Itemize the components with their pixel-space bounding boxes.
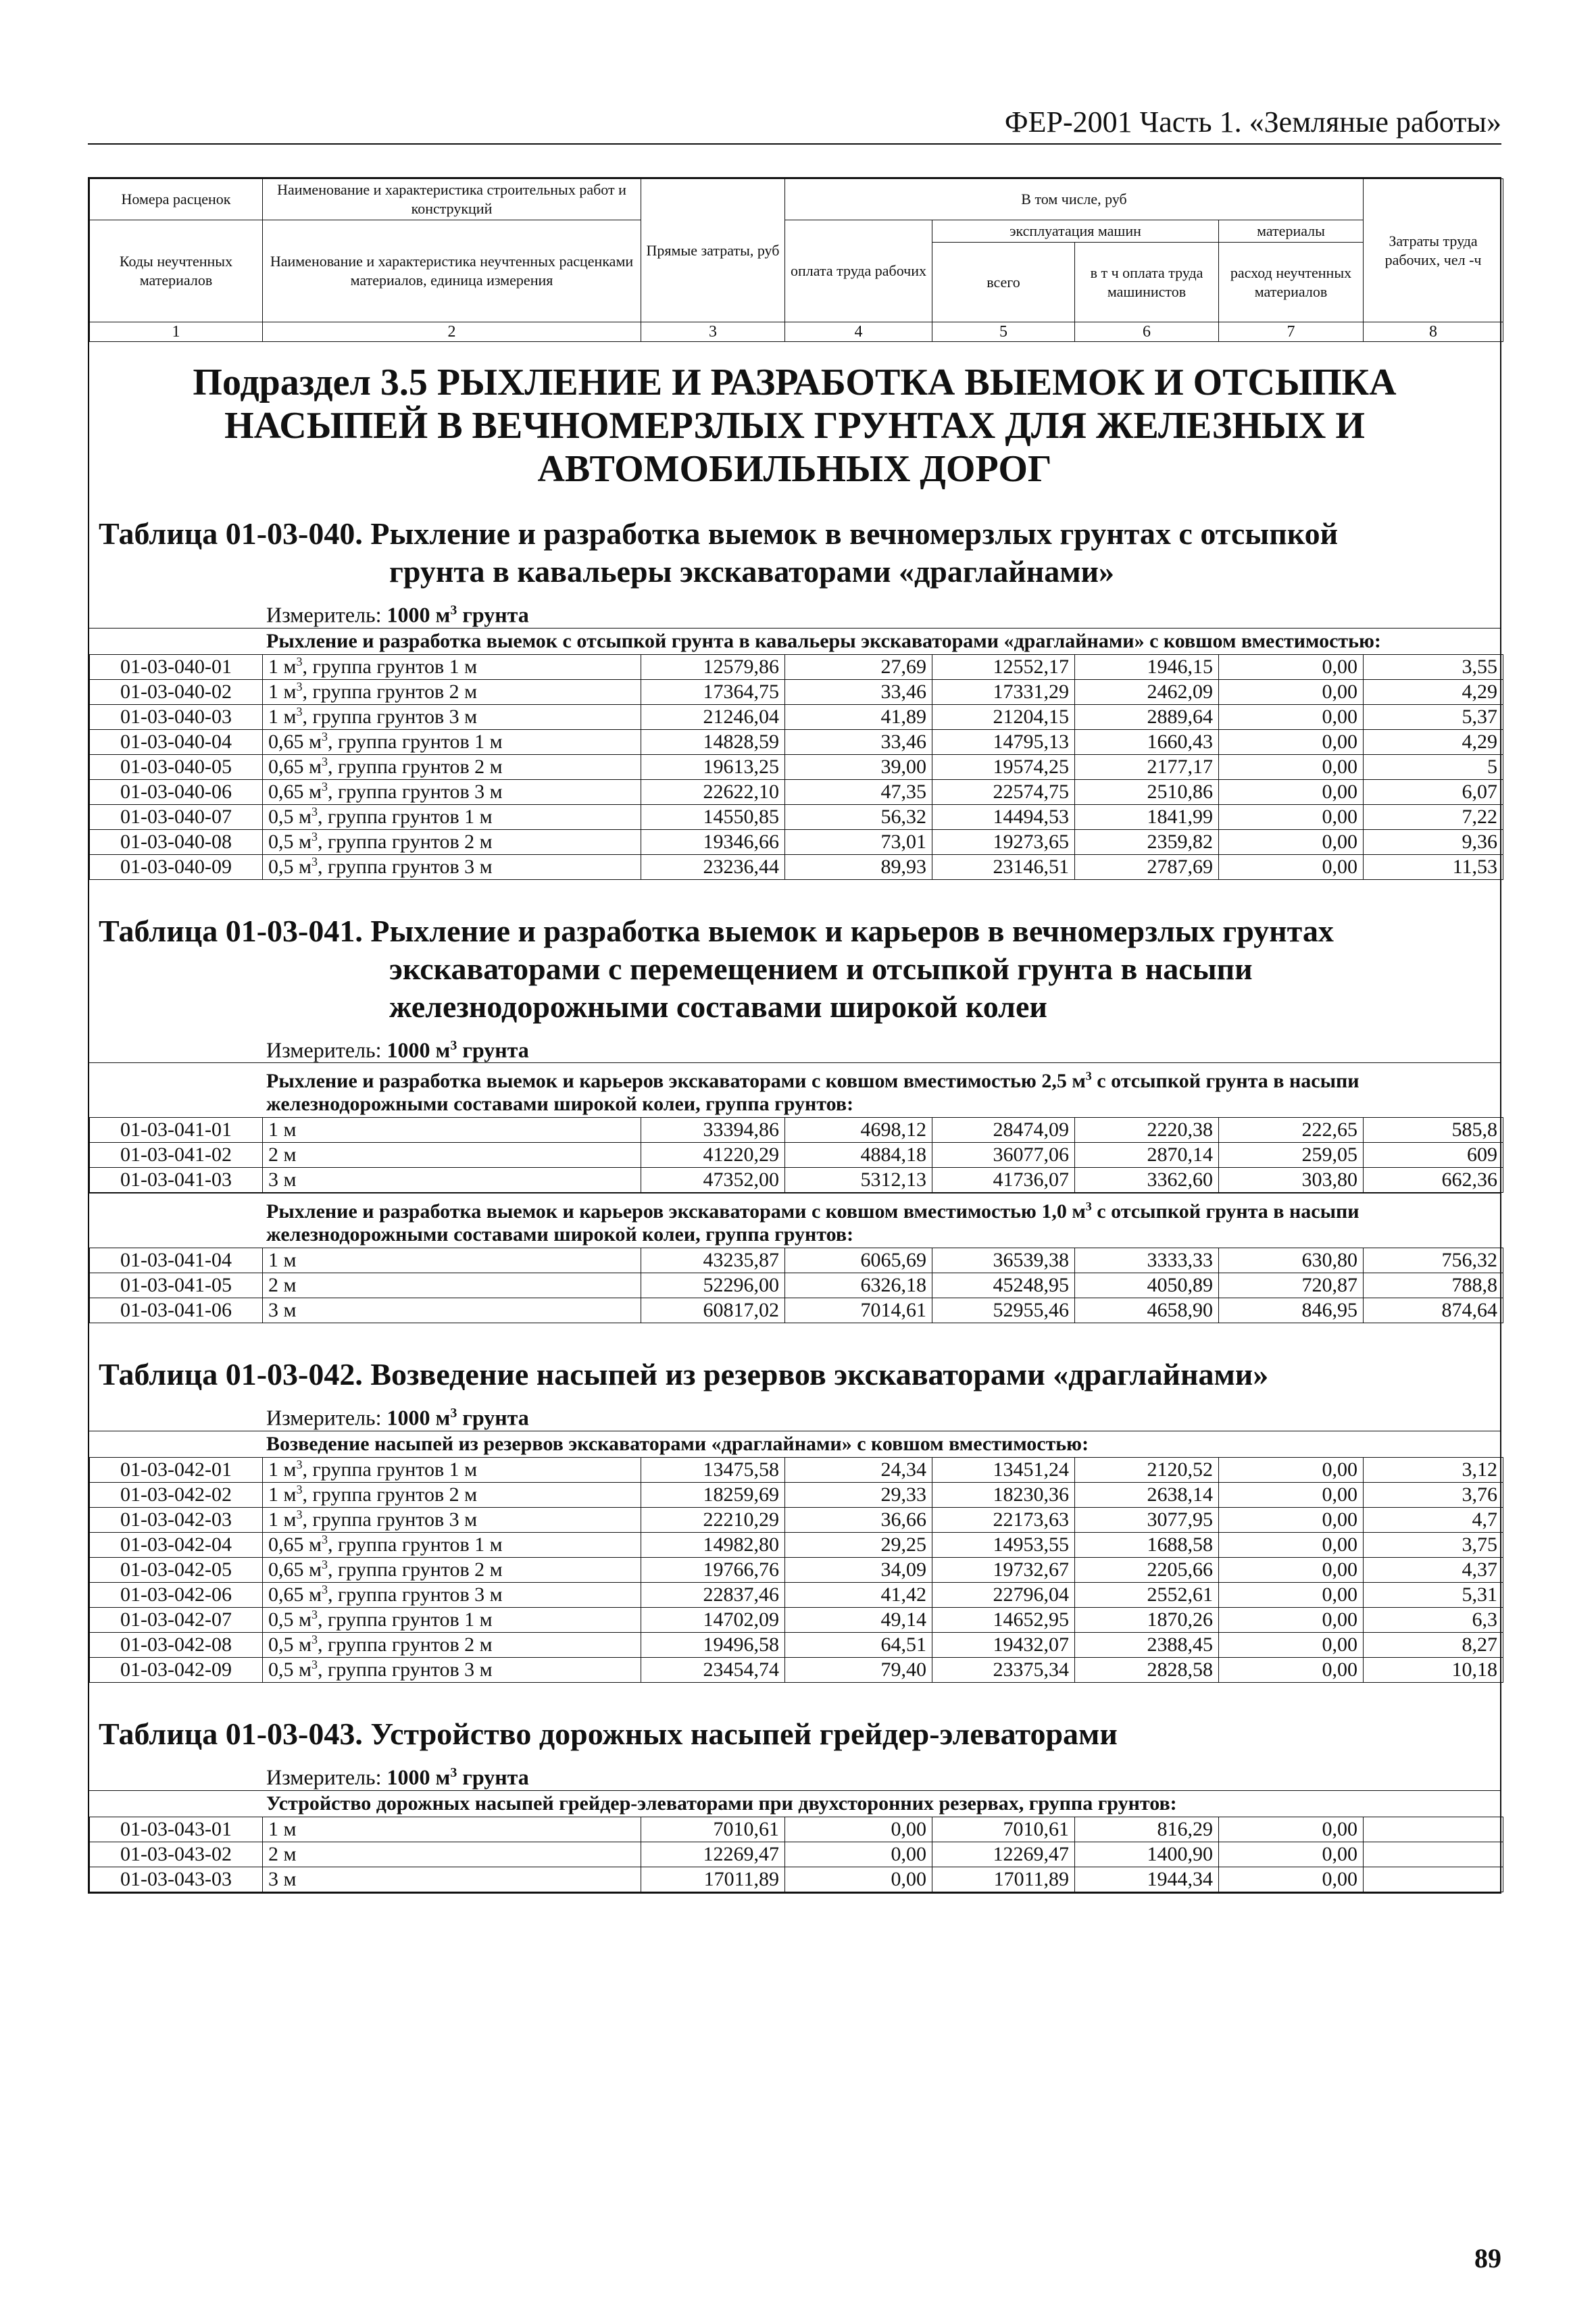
value-cell: 47,35 xyxy=(785,779,932,804)
work-name: 3 м xyxy=(263,1298,641,1323)
value-cell: 5 xyxy=(1364,754,1503,779)
rate-code: 01-03-042-01 xyxy=(90,1457,263,1482)
value-cell xyxy=(1364,1817,1503,1842)
value-cell: 0,00 xyxy=(1219,654,1364,679)
value-cell: 2510,86 xyxy=(1075,779,1219,804)
value-cell: 609 xyxy=(1364,1143,1503,1168)
table-row xyxy=(90,1632,1503,1657)
value-cell: 0,00 xyxy=(1219,1582,1364,1607)
value-cell: 1944,34 xyxy=(1075,1867,1219,1892)
value-cell: 303,80 xyxy=(1219,1168,1364,1193)
col-number: 1 xyxy=(90,322,263,342)
col-header-including: В том числе, руб xyxy=(785,179,1364,220)
group-header: Устройство дорожных насыпей грейдер-элеваторами при двухсторонних резервах, группа грунтов: xyxy=(89,1790,1500,1817)
value-cell: 73,01 xyxy=(785,829,932,854)
value-cell: 2552,61 xyxy=(1075,1582,1219,1607)
col-number: 8 xyxy=(1364,322,1503,342)
value-cell: 3,55 xyxy=(1364,654,1503,679)
value-cell: 12552,17 xyxy=(932,654,1075,679)
table-row xyxy=(90,1168,1503,1193)
table-title-line: Таблица 01-03-041. Рыхление и разработка выемок и карьеров в вечномерзлых грунтах xyxy=(99,913,1334,948)
page-number: 89 xyxy=(1474,2243,1501,2273)
value-cell: 3,75 xyxy=(1364,1532,1503,1557)
value-cell: 23375,34 xyxy=(932,1657,1075,1682)
value-cell: 14652,95 xyxy=(932,1607,1075,1632)
value-cell: 14828,59 xyxy=(641,729,785,754)
measure-line: Измеритель: 1000 $м^3$ грунта xyxy=(266,602,529,627)
value-cell: 0,00 xyxy=(1219,1532,1364,1557)
value-cell: 0,00 xyxy=(1219,779,1364,804)
value-cell: 0,00 xyxy=(785,1817,932,1842)
value-cell: 0,00 xyxy=(785,1842,932,1867)
value-cell: 12269,47 xyxy=(641,1842,785,1867)
value-cell: 19496,58 xyxy=(641,1632,785,1657)
rate-code: 01-03-042-04 xyxy=(90,1532,263,1557)
table-title-line: Таблица 01-03-042. Возведение насыпей из резервов экскаваторами «драглайнами» xyxy=(99,1357,1269,1392)
value-cell: 22210,29 xyxy=(641,1507,785,1532)
value-cell: 3333,33 xyxy=(1075,1248,1219,1273)
work-name: 1 $м^3$, группа грунтов 2 м xyxy=(263,679,641,704)
work-name: 0,5 $м^3$, группа грунтов 3 м xyxy=(263,1657,641,1682)
table-title-line: экскаваторами с перемещением и отсыпкой грунта в насыпи железнодорожными составами широкой колеи xyxy=(389,951,1253,1024)
value-cell xyxy=(1364,1842,1503,1867)
value-cell: 14494,53 xyxy=(932,804,1075,829)
col-number: 7 xyxy=(1219,322,1364,342)
rate-code: 01-03-042-09 xyxy=(90,1657,263,1682)
section-title: Подраздел 3.5 РЫХЛЕНИЕ И РАЗРАБОТКА ВЫЕМОК И ОТСЫПКА НАСЫПЕЙ В ВЕЧНОМЕРЗЛЫХ ГРУНТАХ ДЛЯ ЖЕЛЕЗНЫХ И АВТОМОБИЛЬНЫХ ДОРОГ xyxy=(193,362,1397,490)
value-cell: 4698,12 xyxy=(785,1118,932,1143)
table-row xyxy=(90,829,1503,854)
value-cell: 0,00 xyxy=(1219,854,1364,879)
rate-table-041-b xyxy=(89,1248,1503,1323)
value-cell: 33,46 xyxy=(785,679,932,704)
col-header-materials-usage: расход неучтенных материалов xyxy=(1219,243,1364,322)
work-name: 0,65 $м^3$, группа грунтов 3 м xyxy=(263,1582,641,1607)
value-cell: 5,37 xyxy=(1364,704,1503,729)
table-row xyxy=(90,1457,1503,1482)
table-row xyxy=(90,1867,1503,1892)
value-cell: 4,7 xyxy=(1364,1507,1503,1532)
rate-code: 01-03-041-05 xyxy=(90,1273,263,1298)
work-name: 3 м xyxy=(263,1867,641,1892)
table-title-line: Таблица 01-03-040. Рыхление и разработка выемок в вечномерзлых грунтах с отсыпкой xyxy=(99,516,1339,551)
group-header: Рыхление и разработка выемок с отсыпкой грунта в кавальеры экскаваторами «драглайнами» с ковшом вместимостью: xyxy=(89,628,1500,654)
value-cell: 0,00 xyxy=(1219,1507,1364,1532)
value-cell: 0,00 xyxy=(1219,729,1364,754)
table-row xyxy=(90,1842,1503,1867)
work-name: 0,65 $м^3$, группа грунтов 2 м xyxy=(263,754,641,779)
value-cell: 4,29 xyxy=(1364,729,1503,754)
rate-code: 01-03-043-01 xyxy=(90,1817,263,1842)
table-title-040 xyxy=(89,515,1500,591)
work-name: 1 $м^3$, группа грунтов 1 м xyxy=(263,1457,641,1482)
rate-code: 01-03-042-06 xyxy=(90,1582,263,1607)
rate-code: 01-03-042-07 xyxy=(90,1607,263,1632)
value-cell: 12579,86 xyxy=(641,654,785,679)
value-cell: 1946,15 xyxy=(1075,654,1219,679)
rate-code: 01-03-040-05 xyxy=(90,754,263,779)
value-cell: 2177,17 xyxy=(1075,754,1219,779)
value-cell: 874,64 xyxy=(1364,1298,1503,1323)
value-cell: 2870,14 xyxy=(1075,1143,1219,1168)
rate-table-043 xyxy=(89,1817,1503,1892)
value-cell: 28474,09 xyxy=(932,1118,1075,1143)
table-row xyxy=(90,654,1503,679)
value-cell: 19574,25 xyxy=(932,754,1075,779)
value-cell: 816,29 xyxy=(1075,1817,1219,1842)
value-cell: 36,66 xyxy=(785,1507,932,1532)
value-cell: 13451,24 xyxy=(932,1457,1075,1482)
value-cell: 6065,69 xyxy=(785,1248,932,1273)
work-name: 0,65 $м^3$, группа грунтов 2 м xyxy=(263,1557,641,1582)
group-header: Рыхление и разработка выемок и карьеров экскаваторами с ковшом вместимостью 2,5 $м^3$ с отсыпкой грунта в насыпи железнодорожными составами широкой колеи, группа грунтов: xyxy=(89,1062,1500,1117)
value-cell: 0,00 xyxy=(1219,1657,1364,1682)
value-cell: 4884,18 xyxy=(785,1143,932,1168)
value-cell: 0,00 xyxy=(1219,1632,1364,1657)
value-cell: 259,05 xyxy=(1219,1143,1364,1168)
rate-code: 01-03-043-02 xyxy=(90,1842,263,1867)
value-cell: 4,29 xyxy=(1364,679,1503,704)
work-name: 0,65 $м^3$, группа грунтов 1 м xyxy=(263,729,641,754)
rate-code: 01-03-041-06 xyxy=(90,1298,263,1323)
col-header-codes-top: Номера расценок xyxy=(90,179,263,220)
group-header: Рыхление и разработка выемок и карьеров экскаваторами с ковшом вместимостью 1,0 $м^3$ с отсыпкой грунта в насыпи железнодорожными составами широкой колеи, группа грунтов: xyxy=(89,1193,1500,1248)
col-header-machines: эксплуатация машин xyxy=(932,220,1219,243)
col-header-name-top: Наименование и характеристика строительных работ и конструкций xyxy=(263,179,641,220)
value-cell: 6,3 xyxy=(1364,1607,1503,1632)
value-cell: 56,32 xyxy=(785,804,932,829)
value-cell: 14953,55 xyxy=(932,1532,1075,1557)
rate-code: 01-03-041-02 xyxy=(90,1143,263,1168)
table-row xyxy=(90,1557,1503,1582)
work-name: 0,65 $м^3$, группа грунтов 1 м xyxy=(263,1532,641,1557)
col-header-machines-total: всего xyxy=(932,243,1075,322)
col-number: 3 xyxy=(641,322,785,342)
value-cell: 14550,85 xyxy=(641,804,785,829)
value-cell: 22574,75 xyxy=(932,779,1075,804)
value-cell: 0,00 xyxy=(1219,829,1364,854)
value-cell: 43235,87 xyxy=(641,1248,785,1273)
value-cell: 41220,29 xyxy=(641,1143,785,1168)
rate-code: 01-03-040-04 xyxy=(90,729,263,754)
value-cell: 1870,26 xyxy=(1075,1607,1219,1632)
table-title-042 xyxy=(89,1356,1500,1394)
value-cell: 5,31 xyxy=(1364,1582,1503,1607)
value-cell: 6,07 xyxy=(1364,779,1503,804)
rate-table-040 xyxy=(89,654,1503,880)
value-cell: 13475,58 xyxy=(641,1457,785,1482)
value-cell: 18230,36 xyxy=(932,1482,1075,1507)
value-cell: 89,93 xyxy=(785,854,932,879)
value-cell: 45248,95 xyxy=(932,1273,1075,1298)
value-cell: 3,12 xyxy=(1364,1457,1503,1482)
value-cell: 662,36 xyxy=(1364,1168,1503,1193)
work-name: 0,5 $м^3$, группа грунтов 2 м xyxy=(263,829,641,854)
col-number: 2 xyxy=(263,322,641,342)
value-cell: 0,00 xyxy=(1219,804,1364,829)
value-cell: 21246,04 xyxy=(641,704,785,729)
header-rule xyxy=(88,143,1501,145)
table-row xyxy=(90,1607,1503,1632)
table-row xyxy=(90,1482,1503,1507)
value-cell: 0,00 xyxy=(1219,679,1364,704)
value-cell: 2787,69 xyxy=(1075,854,1219,879)
rate-table-041-a xyxy=(89,1117,1503,1193)
value-cell: 34,09 xyxy=(785,1557,932,1582)
col-number: 4 xyxy=(785,322,932,342)
work-name: 1 м xyxy=(263,1118,641,1143)
value-cell: 0,00 xyxy=(1219,1557,1364,1582)
work-name: 1 $м^3$, группа грунтов 3 м xyxy=(263,1507,641,1532)
col-header-worker-pay: оплата труда рабочих xyxy=(785,220,932,322)
value-cell: 7014,61 xyxy=(785,1298,932,1323)
value-cell: 585,8 xyxy=(1364,1118,1503,1143)
value-cell: 2205,66 xyxy=(1075,1557,1219,1582)
table-row xyxy=(90,1582,1503,1607)
value-cell: 19273,65 xyxy=(932,829,1075,854)
value-cell: 2638,14 xyxy=(1075,1482,1219,1507)
value-cell: 8,27 xyxy=(1364,1632,1503,1657)
value-cell xyxy=(1364,1867,1503,1892)
table-row xyxy=(90,1248,1503,1273)
col-number: 6 xyxy=(1075,322,1219,342)
work-name: 2 м xyxy=(263,1143,641,1168)
value-cell: 0,00 xyxy=(1219,1457,1364,1482)
value-cell: 0,00 xyxy=(785,1867,932,1892)
value-cell: 0,00 xyxy=(1219,1842,1364,1867)
measure-line: Измеритель: 1000 $м^3$ грунта xyxy=(266,1765,529,1790)
group-header: Возведение насыпей из резервов экскаваторами «драглайнами» с ковшом вместимостью: xyxy=(89,1431,1500,1457)
col-header-codes-bottom: Коды неучтенных материалов xyxy=(90,220,263,322)
value-cell: 2889,64 xyxy=(1075,704,1219,729)
work-name: 0,5 $м^3$, группа грунтов 1 м xyxy=(263,1607,641,1632)
value-cell: 630,80 xyxy=(1219,1248,1364,1273)
value-cell: 4050,89 xyxy=(1075,1273,1219,1298)
col-header-name-bottom: Наименование и характеристика неучтенных расценками материалов, единица измерения xyxy=(263,220,641,322)
work-name: 1 $м^3$, группа грунтов 1 м xyxy=(263,654,641,679)
value-cell: 22796,04 xyxy=(932,1582,1075,1607)
value-cell: 9,36 xyxy=(1364,829,1503,854)
table-row xyxy=(90,1118,1503,1143)
table-row xyxy=(90,779,1503,804)
col-header-operator-pay: в т ч оплата труда машинистов xyxy=(1075,243,1219,322)
table-row xyxy=(90,854,1503,879)
value-cell: 24,34 xyxy=(785,1457,932,1482)
value-cell: 0,00 xyxy=(1219,1482,1364,1507)
value-cell: 52296,00 xyxy=(641,1273,785,1298)
rate-code: 01-03-040-02 xyxy=(90,679,263,704)
value-cell: 36539,38 xyxy=(932,1248,1075,1273)
work-name: 1 м xyxy=(263,1248,641,1273)
rate-code: 01-03-040-01 xyxy=(90,654,263,679)
value-cell: 222,65 xyxy=(1219,1118,1364,1143)
value-cell: 2220,38 xyxy=(1075,1118,1219,1143)
value-cell: 33,46 xyxy=(785,729,932,754)
value-cell: 41736,07 xyxy=(932,1168,1075,1193)
value-cell: 41,89 xyxy=(785,704,932,729)
value-cell: 19613,25 xyxy=(641,754,785,779)
table-title-043 xyxy=(89,1715,1500,1753)
value-cell: 3077,95 xyxy=(1075,1507,1219,1532)
value-cell: 7010,61 xyxy=(641,1817,785,1842)
value-cell: 12269,47 xyxy=(932,1842,1075,1867)
value-cell: 17011,89 xyxy=(641,1867,785,1892)
rate-code: 01-03-042-03 xyxy=(90,1507,263,1532)
table-row xyxy=(90,1143,1503,1168)
table-row xyxy=(90,1298,1503,1323)
value-cell: 7010,61 xyxy=(932,1817,1075,1842)
work-name: 0,5 $м^3$, группа грунтов 1 м xyxy=(263,804,641,829)
table-row xyxy=(90,1657,1503,1682)
table-title-line: грунта в кавальеры экскаваторами «драглайнами» xyxy=(389,554,1115,589)
value-cell: 23146,51 xyxy=(932,854,1075,879)
value-cell: 2388,45 xyxy=(1075,1632,1219,1657)
value-cell: 2359,82 xyxy=(1075,829,1219,854)
column-header-table xyxy=(89,178,1503,342)
rate-code: 01-03-040-08 xyxy=(90,829,263,854)
table-row xyxy=(90,1817,1503,1842)
table-row xyxy=(90,679,1503,704)
rate-code: 01-03-041-03 xyxy=(90,1168,263,1193)
value-cell: 60817,02 xyxy=(641,1298,785,1323)
value-cell: 0,00 xyxy=(1219,754,1364,779)
value-cell: 49,14 xyxy=(785,1607,932,1632)
value-cell: 5312,13 xyxy=(785,1168,932,1193)
value-cell: 27,69 xyxy=(785,654,932,679)
value-cell: 29,25 xyxy=(785,1532,932,1557)
value-cell: 17011,89 xyxy=(932,1867,1075,1892)
value-cell: 14795,13 xyxy=(932,729,1075,754)
value-cell: 1400,90 xyxy=(1075,1842,1219,1867)
rate-code: 01-03-042-02 xyxy=(90,1482,263,1507)
value-cell: 36077,06 xyxy=(932,1143,1075,1168)
value-cell: 23236,44 xyxy=(641,854,785,879)
work-name: 0,65 $м^3$, группа грунтов 3 м xyxy=(263,779,641,804)
rate-code: 01-03-040-03 xyxy=(90,704,263,729)
value-cell: 2120,52 xyxy=(1075,1457,1219,1482)
document-frame xyxy=(88,177,1501,1894)
value-cell: 4,37 xyxy=(1364,1557,1503,1582)
rate-code: 01-03-042-08 xyxy=(90,1632,263,1657)
table-row xyxy=(90,704,1503,729)
col-header-labor-hours: Затраты труда рабочих, чел -ч xyxy=(1364,179,1503,322)
value-cell: 79,40 xyxy=(785,1657,932,1682)
rate-code: 01-03-043-03 xyxy=(90,1867,263,1892)
rate-code: 01-03-040-06 xyxy=(90,779,263,804)
value-cell: 0,00 xyxy=(1219,1867,1364,1892)
value-cell: 4658,90 xyxy=(1075,1298,1219,1323)
value-cell: 10,18 xyxy=(1364,1657,1503,1682)
value-cell: 22837,46 xyxy=(641,1582,785,1607)
value-cell: 17364,75 xyxy=(641,679,785,704)
col-header-direct-costs: Прямые затраты, руб xyxy=(641,179,785,322)
value-cell: 17331,29 xyxy=(932,679,1075,704)
rate-code: 01-03-042-05 xyxy=(90,1557,263,1582)
value-cell: 788,8 xyxy=(1364,1273,1503,1298)
value-cell: 2828,58 xyxy=(1075,1657,1219,1682)
value-cell: 23454,74 xyxy=(641,1657,785,1682)
value-cell: 22622,10 xyxy=(641,779,785,804)
col-number: 5 xyxy=(932,322,1075,342)
value-cell: 19732,67 xyxy=(932,1557,1075,1582)
value-cell: 6326,18 xyxy=(785,1273,932,1298)
value-cell: 1660,43 xyxy=(1075,729,1219,754)
value-cell: 18259,69 xyxy=(641,1482,785,1507)
work-name: 1 $м^3$, группа грунтов 2 м xyxy=(263,1482,641,1507)
table-row xyxy=(90,1532,1503,1557)
table-row xyxy=(90,754,1503,779)
measure-line: Измеритель: 1000 $м^3$ грунта xyxy=(266,1405,529,1430)
value-cell: 3,76 xyxy=(1364,1482,1503,1507)
value-cell: 41,42 xyxy=(785,1582,932,1607)
value-cell: 14982,80 xyxy=(641,1532,785,1557)
rate-code: 01-03-040-09 xyxy=(90,854,263,879)
work-name: 2 м xyxy=(263,1273,641,1298)
work-name: 3 м xyxy=(263,1168,641,1193)
value-cell: 29,33 xyxy=(785,1482,932,1507)
table-row xyxy=(90,1273,1503,1298)
table-title-041 xyxy=(89,912,1500,1026)
table-row xyxy=(90,729,1503,754)
value-cell: 2462,09 xyxy=(1075,679,1219,704)
table-row xyxy=(90,804,1503,829)
rate-table-042 xyxy=(89,1457,1503,1683)
value-cell: 22173,63 xyxy=(932,1507,1075,1532)
rate-code: 01-03-041-01 xyxy=(90,1118,263,1143)
value-cell: 14702,09 xyxy=(641,1607,785,1632)
work-name: 0,5 $м^3$, группа грунтов 3 м xyxy=(263,854,641,879)
value-cell: 0,00 xyxy=(1219,704,1364,729)
value-cell: 64,51 xyxy=(785,1632,932,1657)
rate-code: 01-03-040-07 xyxy=(90,804,263,829)
value-cell: 0,00 xyxy=(1219,1607,1364,1632)
value-cell: 1841,99 xyxy=(1075,804,1219,829)
rate-code: 01-03-041-04 xyxy=(90,1248,263,1273)
value-cell: 19432,07 xyxy=(932,1632,1075,1657)
value-cell: 756,32 xyxy=(1364,1248,1503,1273)
value-cell: 846,95 xyxy=(1219,1298,1364,1323)
value-cell: 720,87 xyxy=(1219,1273,1364,1298)
value-cell: 1688,58 xyxy=(1075,1532,1219,1557)
table-title-line: Таблица 01-03-043. Устройство дорожных насыпей грейдер-элеваторами xyxy=(99,1716,1118,1751)
value-cell: 39,00 xyxy=(785,754,932,779)
measure-line: Измеритель: 1000 $м^3$ грунта xyxy=(266,1037,529,1062)
work-name: 1 $м^3$, группа грунтов 3 м xyxy=(263,704,641,729)
value-cell: 19766,76 xyxy=(641,1557,785,1582)
table-row xyxy=(90,1507,1503,1532)
work-name: 2 м xyxy=(263,1842,641,1867)
value-cell: 11,53 xyxy=(1364,854,1503,879)
work-name: 0,5 $м^3$, группа грунтов 2 м xyxy=(263,1632,641,1657)
value-cell: 7,22 xyxy=(1364,804,1503,829)
document-body xyxy=(89,342,1500,1892)
page-header: ФЕР-2001 Часть 1. «Земляные работы» xyxy=(1004,105,1501,139)
value-cell: 33394,86 xyxy=(641,1118,785,1143)
value-cell: 19346,66 xyxy=(641,829,785,854)
value-cell: 0,00 xyxy=(1219,1817,1364,1842)
value-cell: 47352,00 xyxy=(641,1168,785,1193)
value-cell: 21204,15 xyxy=(932,704,1075,729)
value-cell: 52955,46 xyxy=(932,1298,1075,1323)
work-name: 1 м xyxy=(263,1817,641,1842)
value-cell: 3362,60 xyxy=(1075,1168,1219,1193)
col-header-materials: материалы xyxy=(1219,220,1364,243)
